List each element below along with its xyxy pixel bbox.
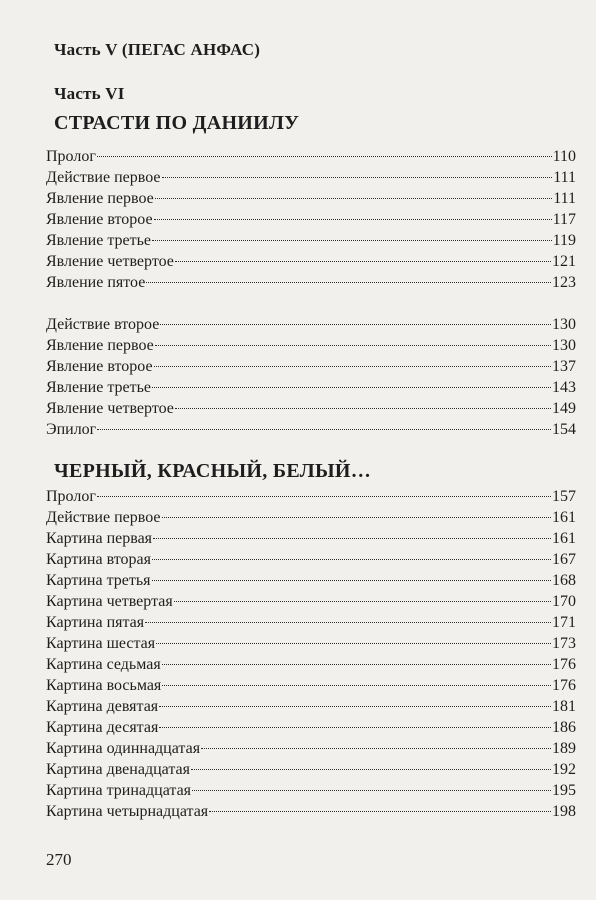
toc-entry xyxy=(46,633,576,654)
toc-entry-title: Действие первое xyxy=(46,509,161,526)
toc-entry-page: 157 xyxy=(552,488,576,505)
toc-entry-page: 130 xyxy=(552,316,576,333)
toc-entry xyxy=(46,528,576,549)
toc-entry-title: Картина тринадцатая xyxy=(46,782,192,799)
dot-leader xyxy=(159,727,551,728)
toc-entry xyxy=(46,549,576,570)
toc-entry xyxy=(46,209,576,230)
toc-entry-title: Явление четвертое xyxy=(46,253,174,270)
toc-entry-page: 110 xyxy=(552,148,576,165)
toc-entry-title: Явление первое xyxy=(46,337,154,354)
toc-entry-title: Явление четвертое xyxy=(46,400,174,417)
toc-entry xyxy=(46,272,576,293)
dot-leader xyxy=(175,261,551,262)
page-number: 270 xyxy=(46,850,72,869)
toc-entry-page: 149 xyxy=(552,400,576,417)
dot-leader xyxy=(191,769,551,770)
dot-leader xyxy=(192,790,551,791)
toc-entry xyxy=(46,419,576,440)
toc-entry-title: Картина пятая xyxy=(46,614,145,631)
toc-entry-page: 176 xyxy=(552,656,576,673)
dot-leader xyxy=(162,664,551,665)
toc-entry-title: Картина шестая xyxy=(46,635,156,652)
toc-entry-title: Действие второе xyxy=(46,316,160,333)
toc-entry xyxy=(46,759,576,780)
toc-entry-title: Картина четвертая xyxy=(46,593,173,610)
toc-entry xyxy=(46,335,576,356)
dot-leader xyxy=(152,240,552,241)
toc-list-cherny xyxy=(46,486,576,822)
dot-leader xyxy=(145,622,551,623)
toc-entry-page: 167 xyxy=(552,551,576,568)
toc-entry-title: Картина четырнадцатая xyxy=(46,803,209,820)
toc-entry-page: 117 xyxy=(552,211,576,228)
dot-leader xyxy=(97,429,551,430)
toc-entry xyxy=(46,398,576,419)
dot-leader xyxy=(174,601,551,602)
toc-entry xyxy=(46,356,576,377)
toc-entry-page: 119 xyxy=(552,232,576,249)
toc-entry-title: Явление третье xyxy=(46,232,152,249)
toc-entry xyxy=(46,377,576,398)
dot-leader xyxy=(155,198,552,199)
toc-entry-title: Картина третья xyxy=(46,572,151,589)
dot-leader xyxy=(162,177,553,178)
toc-entry xyxy=(46,675,576,696)
toc-entry-title: Картина седьмая xyxy=(46,656,161,673)
toc-entry xyxy=(46,738,576,759)
toc-entry-title: Пролог xyxy=(46,148,96,165)
toc-entry xyxy=(46,570,576,591)
dot-leader xyxy=(160,324,551,325)
toc-entry-page: 170 xyxy=(552,593,576,610)
toc-entry-page: 186 xyxy=(552,719,576,736)
dot-leader xyxy=(146,282,551,283)
toc-entry xyxy=(46,717,576,738)
dot-leader xyxy=(159,706,551,707)
dot-leader xyxy=(153,538,551,539)
toc-entry-page: 161 xyxy=(552,530,576,547)
toc-entry-title: Картина девятая xyxy=(46,698,159,715)
toc-entry-page: 181 xyxy=(552,698,576,715)
toc-entry-page: 192 xyxy=(552,761,576,778)
toc-entry xyxy=(46,654,576,675)
toc-entry xyxy=(46,188,576,209)
toc-entry-page: 173 xyxy=(552,635,576,652)
dot-leader xyxy=(154,366,551,367)
dot-leader xyxy=(162,685,551,686)
toc-entry-page: 111 xyxy=(553,190,576,207)
toc-entry-title: Явление пятое xyxy=(46,274,146,291)
toc-entry-page: 111 xyxy=(553,169,576,186)
toc-entry-page: 168 xyxy=(552,572,576,589)
toc-entry-title: Картина вторая xyxy=(46,551,151,568)
toc-entry-title: Явление третье xyxy=(46,379,152,396)
dot-leader xyxy=(152,559,551,560)
toc-entry xyxy=(46,780,576,801)
dot-leader xyxy=(156,643,551,644)
toc-entry xyxy=(46,612,576,633)
play-title-strasti: СТРАСТИ ПО ДАНИИЛУ xyxy=(54,112,300,134)
toc-entry xyxy=(46,591,576,612)
dot-leader xyxy=(97,496,551,497)
part-vi-heading: Часть VI xyxy=(54,84,125,103)
toc-entry-title: Пролог xyxy=(46,488,96,505)
toc-entry-title: Явление второе xyxy=(46,211,153,228)
dot-leader xyxy=(155,345,551,346)
toc-entry-title: Эпилог xyxy=(46,421,97,438)
toc-entry xyxy=(46,486,576,507)
toc-entry-title: Явление второе xyxy=(46,358,153,375)
dot-leader xyxy=(97,156,552,157)
toc-entry-page: 154 xyxy=(552,421,576,438)
toc-entry-title: Картина десятая xyxy=(46,719,159,736)
toc-entry-title: Картина восьмая xyxy=(46,677,162,694)
toc-entry-title: Явление первое xyxy=(46,190,154,207)
dot-leader xyxy=(201,748,551,749)
toc-entry-page: 123 xyxy=(552,274,576,291)
toc-entry-page: 198 xyxy=(552,803,576,820)
toc-entry-page: 130 xyxy=(552,337,576,354)
toc-entry xyxy=(46,507,576,528)
dot-leader xyxy=(175,408,551,409)
toc-entry-page: 176 xyxy=(552,677,576,694)
toc-entry-page: 189 xyxy=(552,740,576,757)
toc-entry xyxy=(46,801,576,822)
toc-entry xyxy=(46,696,576,717)
toc-entry xyxy=(46,251,576,272)
toc-entry-page: 171 xyxy=(552,614,576,631)
toc-entry-title: Картина первая xyxy=(46,530,153,547)
dot-leader xyxy=(154,219,552,220)
toc-entry-page: 137 xyxy=(552,358,576,375)
toc-list-strasti-act1 xyxy=(46,146,576,293)
play-title-cherny: ЧЕРНЫЙ, КРАСНЫЙ, БЕЛЫЙ… xyxy=(54,460,372,482)
toc-entry-title: Действие первое xyxy=(46,169,161,186)
toc-entry xyxy=(46,146,576,167)
toc-entry-page: 121 xyxy=(552,253,576,270)
toc-entry-page: 195 xyxy=(552,782,576,799)
toc-entry-title: Картина двенадцатая xyxy=(46,761,190,778)
toc-entry-page: 143 xyxy=(552,379,576,396)
part-v-heading: Часть V (ПЕГАС АНФАС) xyxy=(54,40,261,59)
toc-entry xyxy=(46,167,576,188)
toc-entry-page: 161 xyxy=(552,509,576,526)
toc-entry xyxy=(46,314,576,335)
dot-leader xyxy=(152,387,551,388)
dot-leader xyxy=(162,517,552,518)
toc-entry-title: Картина одиннадцатая xyxy=(46,740,201,757)
dot-leader xyxy=(152,580,551,581)
toc-list-strasti-act2 xyxy=(46,314,576,440)
dot-leader xyxy=(209,811,551,812)
toc-entry xyxy=(46,230,576,251)
